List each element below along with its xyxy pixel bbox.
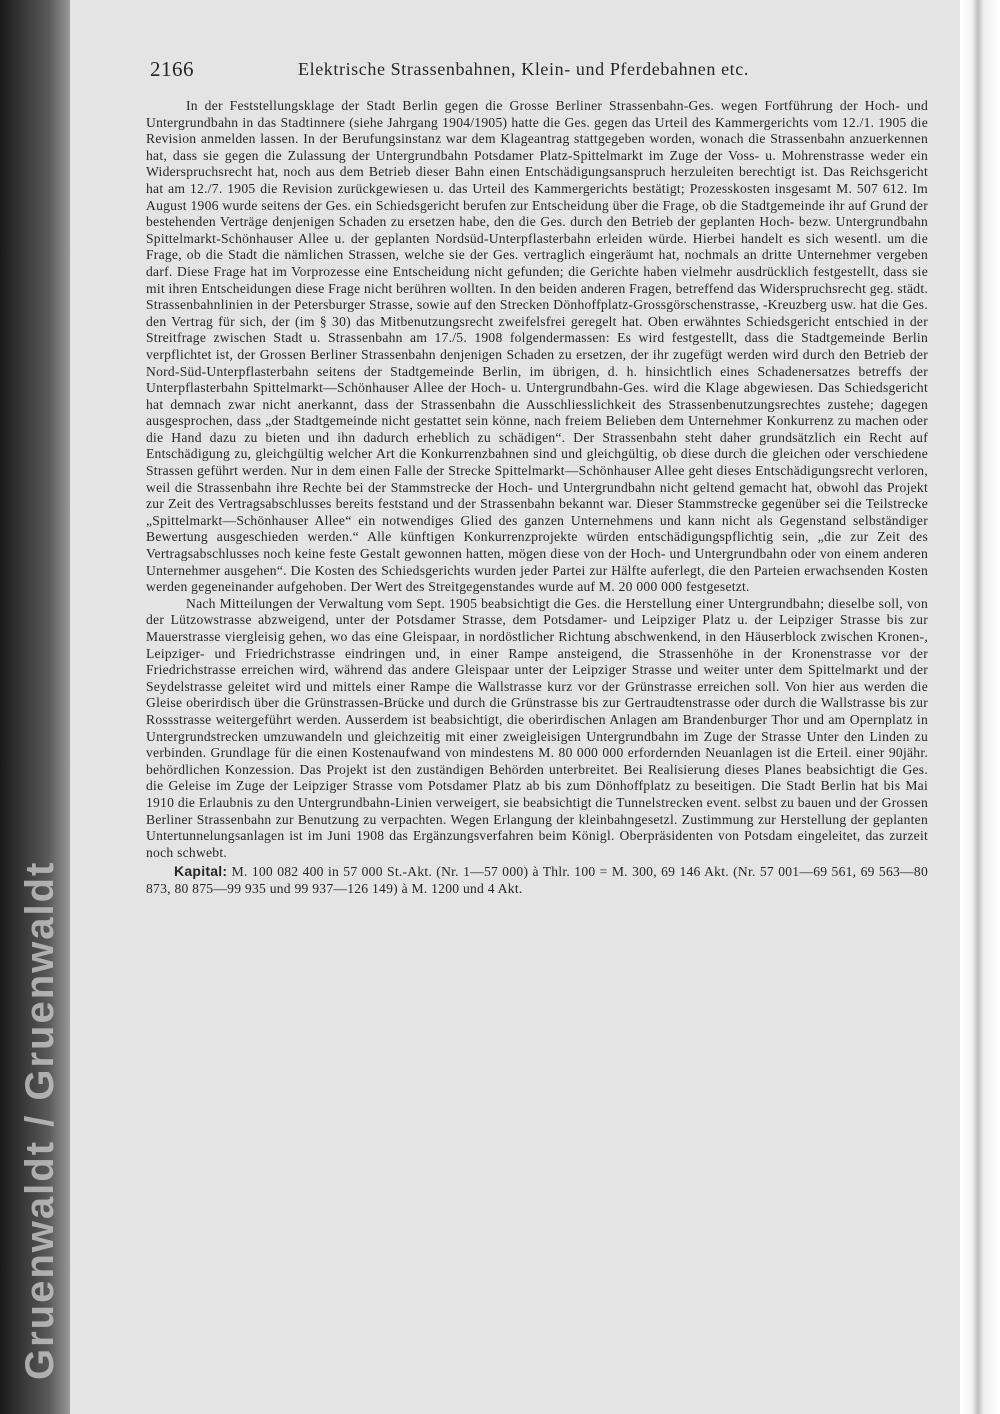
capital-label: Kapital: — [174, 863, 228, 880]
running-title: Elektrische Strassenbahnen, Klein- und Pferdebahnen etc. — [298, 59, 749, 79]
page-edge — [960, 0, 1000, 1414]
paragraph-underground-plan: Nach Mitteilungen der Verwaltung vom Sept. 1905 beabsichtigt die Ges. die Herstellung einer Untergrundbahn; dieselbe soll, von der Lützowstrasse abzweigend, unter der Potsdamer Strasse, dem Potsdamer- und Leipziger Platz u. der Leipziger Strasse bis zur Mauerstrasse viergleisig gehen, wo das eine Gleispaar, in nordöstlicher Richtung abschwenkend, in den Häuserblock zwischen Kronen-, Leipziger- und Friedrichstrasse eindringen und, in einer Rampe ansteigend, die Strassenhöhe in der Kronenstrasse vor der Friedrichstrasse erreichen wird, während das andere Gleispaar unter der Leipziger Strasse und weiter unter dem Spittelmarkt und der Seydelstrasse geleitet wird und mittels einer Rampe die Wallstrasse kurz vor der Grünstrasse erreichen soll. Von hier aus werden die Gleise oberirdisch über die Grünstrassen-Brücke und durch die Grünstrasse bis zur Gertraudtenstrasse oder durch die Wallstrasse bis zur Rossstrasse weitergeführt werden. Ausserdem ist beabsichtigt, die oberirdischen Anlagen am Brandenburger Thor und am Opernplatz in Untergrundstrecken umzuwandeln und gleichzeitig mit einer zweigleisigen Untergrundbahn im Zuge der Strasse Unter den Linden zu verbinden. Grundlage für die einen Kostenaufwand von mindestens M. 80 000 000 erfordernden Neuanlagen ist die Erteil. einer 90jähr. behördlichen Konzession. Das Projekt ist den zuständigen Behörden unterbreitet. Bei Realisierung dieses Planes beabsichtigt die Ges. die Geleise im Zuge der Leipziger Strasse vom Potsdamer Platz ab bis zum Dönhoffplatz zu beseitigen. Die Stadt Berlin hat bis Mai 1910 die Erlaubnis zu den Untergrundbahn-Linien verweigert, sie beabsichtigt die Tunnelstrecken event. selbst zu bauen und der Grossen Berliner Strassenbahn zur Benutzung zu verpachten. Wegen Erlangung der kleinbahngesetzl. Zustimmung zur Herstellung der geplanten Untertunnelungsanlagen ist im Juni 1908 das Ergänzungsverfahren beim Königl. Oberpräsidenten von Potsdam eingeleitet, das zurzeit noch schwebt. — [146, 595, 928, 860]
book-spine — [0, 0, 70, 1414]
paragraph-lawsuit: In der Feststellungsklage der Stadt Berlin gegen die Grosse Berliner Strassenbahn-Ges. wegen Fortführung der Hoch- und Untergrundbahn in das Stadtinnere (siehe Jahrgang 1904/1905) hatte die Ges. gegen das Urteil des Kammergerichts vom 12./1. 1905 die Revision anmelden lassen. In der Berufungsinstanz war dem Klageantrag stattgegeben worden, wonach die Strassenbahn anzuerkennen hat, dass sie gegen die Zulassung der Untergrundbahn Potsdamer Platz-Spittelmarkt im Zuge der Voss- u. Mohrenstrasse weder ein Widerspruchsrecht hat, noch aus dem Betrieb dieser Bahn einen Entschädigungsanspruch herzuleiten berechtigt ist. Das Reichsgericht hat am 12./7. 1905 die Revision zurückgewiesen u. das Urteil des Kammergerichts bestätigt; Prozesskosten insgesamt M. 507 612. Im August 1906 wurde seitens der Ges. ein Schiedsgericht berufen zur Entscheidung über die Frage, ob die Stadtgemeinde ihr auf Grund der bestehenden Verträge denjenigen Schaden zu ersetzen habe, den die Ges. durch den Betrieb der geplanten Hoch- bezw. Untergrundbahn Spittelmarkt-Schönhauser Allee u. der geplanten Nordsüd-Unterpflasterbahn erleiden würde. Hierbei handelt es sich wesentl. um die Frage, ob die Stadt die nämlichen Strassen, welche sie der Ges. vertraglich eingeräumt hat, nochmals an dritte Unternehmer vergeben darf. Diese Frage hat im Vorprozesse eine Entscheidung nicht gefunden; die Gerichte haben vielmehr ausdrücklich festgestellt, dass sie mit ihren Entscheidungen diese Frage nicht berühren wollten. In den beiden anderen Fragen, betreffend das Widerspruchsrecht geg. städt. Strassenbahnlinien in der Petersburger Strasse, sowie auf den Strecken Dönhoffplatz-Grossgörschenstrasse, -Kreuzberg usw. hat die Ges. den Vertrag für sich, der (im § 30) das Mitbenutzungsrecht zweifelsfrei geregelt hat. Oben erwähntes Schiedsgericht entschied in der Streitfrage zwischen Stadt u. Strassenbahn am 17./5. 1908 folgendermassen: Es wird festgestellt, dass die Stadtgemeinde Berlin verpflichtet ist, der Grossen Berliner Strassenbahn denjenigen Schaden zu ersetzen, der ihr zugefügt werden wird durch den Betrieb der Nord-Süd-Unterpflasterbahn seitens der Stadtgemeinde Berlin, im übrigen, d. h. hinsichtlich eines Schadenersatzes betreffs der Unterpflasterbahn Spittelmarkt—Schönhauser Allee der Hoch- u. Untergrundbahn-Ges. wird die Klage abgewiesen. Das Schiedsgericht hat demnach zwar nicht anerkannt, dass der Strassenbahn die Ausschliesslichkeit des Strassenbenutzungsrechtes zustehe; dagegen ausgesprochen, dass „der Stadtgemeinde nicht gestattet sein könne, nach freiem Belieben dem Unternehmer Konkurrenz zu machen oder die Hand dazu zu bieten und ihn dadurch erheblich zu schädigen“. Der Strassenbahn steht daher grundsätzlich ein Recht auf Entschädigung zu, gleichgültig welcher Art die Konkurrenzbahnen sind und gleichgültig, ob diese durch die gleichen oder verschiedene Strassen geführt werden. Nur in dem einen Falle der Strecke Spittelmarkt—Schönhauser Allee geht dieses Entschädigungsrecht verloren, weil die Strassenbahn ihre Rechte bei der Stammstrecke der Hoch- und Untergrundbahn nicht geltend gemacht hat, obwohl das Projekt zur Zeit des Vertragsabschlusses bereits feststand und der Strassenbahn bekannt war. Dieser Stammstrecke gegenüber sei die Teilstrecke „Spittelmarkt—Schönhauser Allee“ ein notwendiges Glied des ganzen Unternehmens und kann nicht als Gegenstand selbständiger Bewertung ausgeschieden werden.“ Alle künftigen Konkurrenzprojekte würden entschädigungspflichtig sein, „die zur Zeit des Vertragsabschlusses noch keine feste Gestalt gewonnen hatten, mögen diese von der Hoch- und Untergrundbahn oder von einem anderen Unternehmer ausgehen“. Die Kosten des Schiedsgerichts wurden jeder Partei zur Hälfte auferlegt, die den Parteien erwachsenden Kosten werden gegeneinander aufgehoben. Der Wert des Streitgegenstandes wurde auf M. 20 000 000 festgesetzt. — [146, 98, 928, 595]
page-number: 2166 — [150, 57, 194, 81]
paragraph-capital — [146, 863, 928, 897]
capital-text: M. 100 082 400 in 57 000 St.-Akt. (Nr. 1—57 000) à Thlr. 100 = M. 300, 69 146 Akt. (Nr. 57 001—69 561, 69 563—80 873, 80 875—99 935 und 99 937—126 149) à M. 1200 und 4 Akt. — [146, 864, 928, 896]
spine-label: Gruenwaldt / Gruenwaldt — [18, 860, 62, 1380]
article-body — [146, 98, 928, 898]
page-header — [150, 57, 940, 87]
